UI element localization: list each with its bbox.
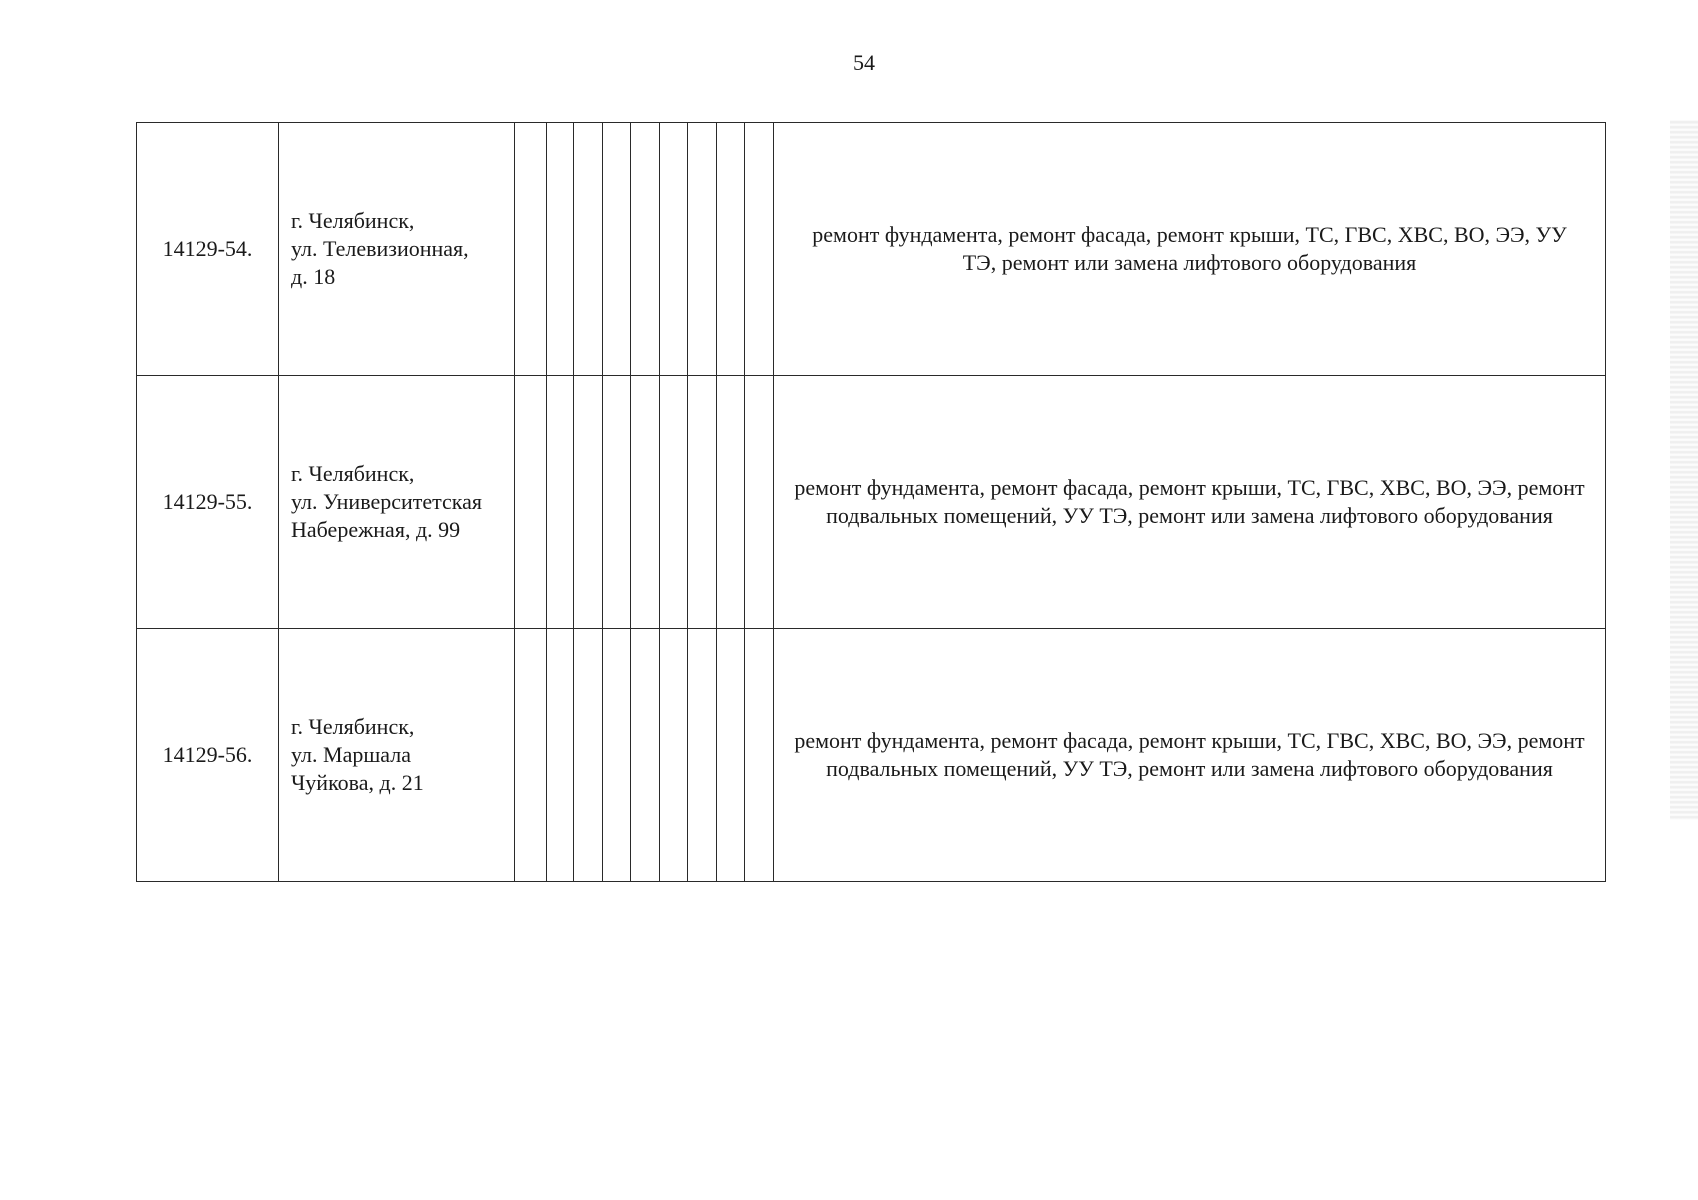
row-number: 14129-55. [137, 376, 279, 629]
address-line: Чуйкова, д. 21 [291, 770, 424, 795]
address-line: д. 18 [291, 264, 336, 289]
empty-cell [631, 629, 660, 882]
table-row [137, 376, 1606, 629]
empty-cell [688, 376, 717, 629]
row-number: 14129-56. [137, 629, 279, 882]
row-address [279, 123, 515, 376]
empty-cell [574, 376, 603, 629]
empty-cell [660, 376, 688, 629]
empty-cell [547, 123, 574, 376]
empty-cell [603, 123, 631, 376]
empty-cell [745, 376, 774, 629]
register-table [136, 122, 1606, 882]
address-line: ул. Университетская [291, 489, 483, 514]
scan-edge-artifact [1670, 120, 1698, 820]
empty-cell [688, 123, 717, 376]
empty-cell [745, 629, 774, 882]
empty-cell [515, 123, 547, 376]
address-line: ул. Телевизионная, [291, 236, 469, 261]
empty-cell [631, 123, 660, 376]
row-number: 14129-54. [137, 123, 279, 376]
address-line: г. Челябинск, [291, 714, 415, 739]
row-works: ремонт фундамента, ремонт фасада, ремонт крыши, ТС, ГВС, ХВС, ВО, ЭЭ, ремонт подвальных помещений, УУ ТЭ, ремонт или замена лифтового оборудования [774, 629, 1606, 882]
address-line: Набережная, д. 99 [291, 517, 461, 542]
table-row [137, 123, 1606, 376]
address-line: г. Челябинск, [291, 208, 415, 233]
table-row [137, 629, 1606, 882]
empty-cell [515, 376, 547, 629]
empty-cell [688, 629, 717, 882]
empty-cell [603, 629, 631, 882]
row-works: ремонт фундамента, ремонт фасада, ремонт крыши, ТС, ГВС, ХВС, ВО, ЭЭ, УУ ТЭ, ремонт или замена лифтового оборудования [774, 123, 1606, 376]
empty-cell [717, 629, 745, 882]
empty-cell [574, 123, 603, 376]
address-line: г. Челябинск, [291, 461, 415, 486]
row-address [279, 629, 515, 882]
empty-cell [547, 629, 574, 882]
empty-cell [660, 123, 688, 376]
empty-cell [574, 629, 603, 882]
empty-cell [515, 629, 547, 882]
empty-cell [717, 376, 745, 629]
empty-cell [717, 123, 745, 376]
empty-cell [631, 376, 660, 629]
page-number: 54 [853, 50, 875, 75]
empty-cell [745, 123, 774, 376]
row-address [279, 376, 515, 629]
empty-cell [660, 629, 688, 882]
address-line: ул. Маршала [291, 742, 411, 767]
empty-cell [603, 376, 631, 629]
empty-cell [547, 376, 574, 629]
row-works: ремонт фундамента, ремонт фасада, ремонт крыши, ТС, ГВС, ХВС, ВО, ЭЭ, ремонт подвальных помещений, УУ ТЭ, ремонт или замена лифтового оборудования [774, 376, 1606, 629]
